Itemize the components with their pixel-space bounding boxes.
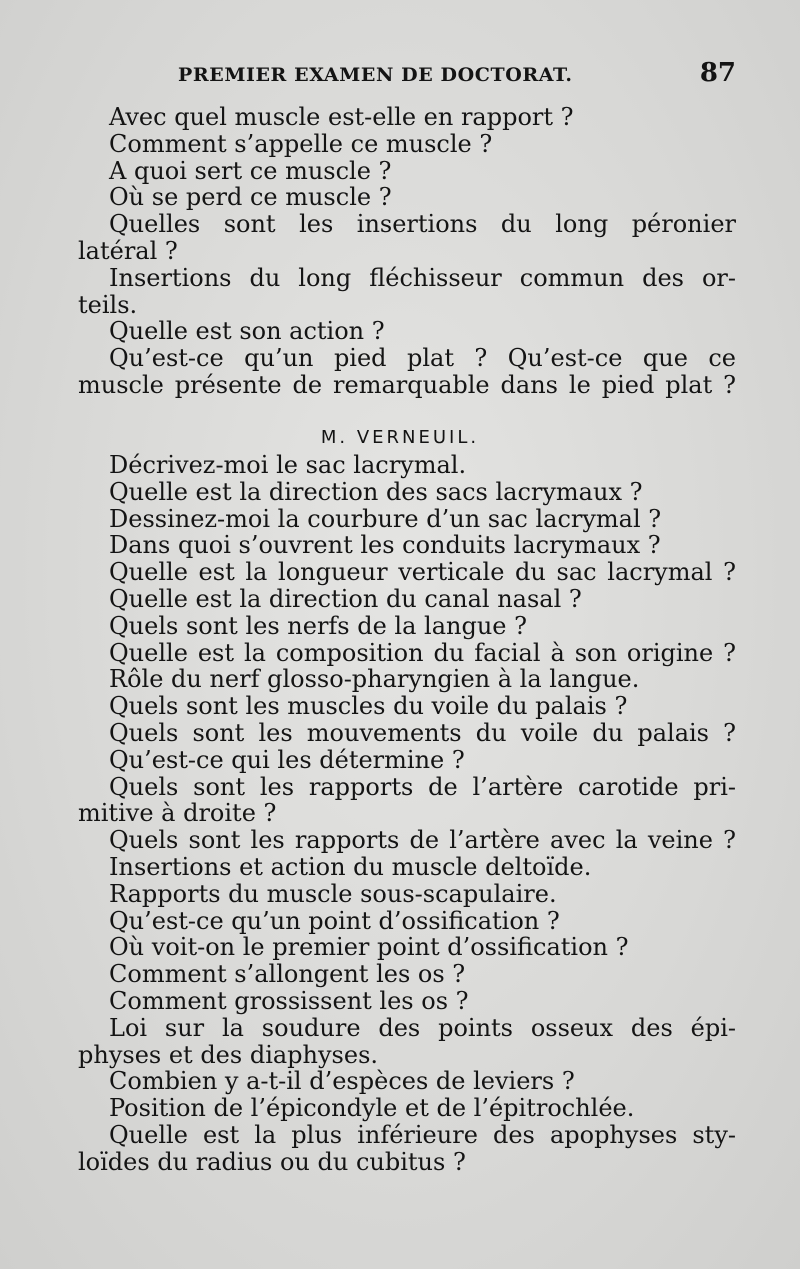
section-heading: M. VERNEUIL. [320,427,480,448]
text-line: Quelle est la direction du canal nasal ? [109,584,582,613]
text-line: Rôle du nerf glosso-pharyngien à la langue. [109,665,640,694]
page-header [178,58,738,92]
text-line: teils. [78,290,138,319]
text-line: Quels sont les rapports de l’artère avec la veine ? [109,826,736,855]
text-line: Où se perd ce muscle ? [109,183,392,212]
text-line: physes et des diaphyses. [78,1040,379,1069]
text-line: Insertions et action du muscle deltoïde. [109,852,592,881]
text-line: Quels sont les mouvements du voile du palais ? [109,718,736,747]
text-line: Quels sont les muscles du voile du palais ? [109,692,628,721]
text-line: Rapports du muscle sous-scapulaire. [109,879,557,908]
text-line: Quelles sont les insertions du long péronier [109,210,736,239]
text-line: Comment grossissent les os ? [109,986,469,1015]
text-line: Quels sont les rapports de l’artère carotide pri- [109,772,736,801]
text-line: A quoi sert ce muscle ? [109,156,392,185]
text-line: Où voit-on le premier point d’ossification ? [109,933,629,962]
text-line: Quelle est la longueur verticale du sac lacrymal ? [109,558,736,587]
text-line: Loi sur la soudure des points osseux des épi- [109,1013,736,1042]
question-list-2 [78,452,736,1176]
text-line: mitive à droite ? [78,799,277,828]
text-line: Quelle est son action ? [109,317,385,346]
text-line: Quels sont les nerfs de la langue ? [109,611,528,640]
text-line: Quelle est la plus inférieure des apophyses sty- [109,1120,736,1149]
text-line: Dans quoi s’ouvrent les conduits lacrymaux ? [109,531,661,560]
text-line: Combien y a-t-il d’espèces de leviers ? [109,1067,575,1096]
page-number: 87 [699,58,736,88]
running-title: PREMIER EXAMEN DE DOCTORAT. [178,64,573,86]
text-line: Décrivez-moi le sac lacrymal. [109,451,467,479]
text-line: Position de l’épicondyle et de l’épitrochlée. [109,1094,635,1123]
text-line: Avec quel muscle est-elle en rapport ? [109,103,574,131]
text-line: Comment s’allongent les os ? [109,960,466,989]
text-line: Qu’est-ce qu’un point d’ossification ? [109,906,560,935]
text-line: muscle présente de remarquable dans le pied plat ? [78,370,736,399]
text-line: Quelle est la direction des sacs lacrymaux ? [109,477,643,506]
text-line: Qu’est-ce qui les détermine ? [109,745,465,774]
text-line: loïdes du radius ou du cubitus ? [78,1147,466,1176]
text-line: Comment s’appelle ce muscle ? [109,129,493,158]
text-line: Insertions du long fléchisseur commun des or- [109,263,736,292]
text-line: latéral ? [78,236,178,265]
question-list-1 [78,104,736,399]
text-line: Qu’est-ce qu’un pied plat ? Qu’est-ce que ce [109,344,736,373]
text-line: Quelle est la composition du facial à son origine ? [109,638,736,667]
text-line: Dessinez-moi la courbure d’un sac lacrymal ? [109,504,662,533]
